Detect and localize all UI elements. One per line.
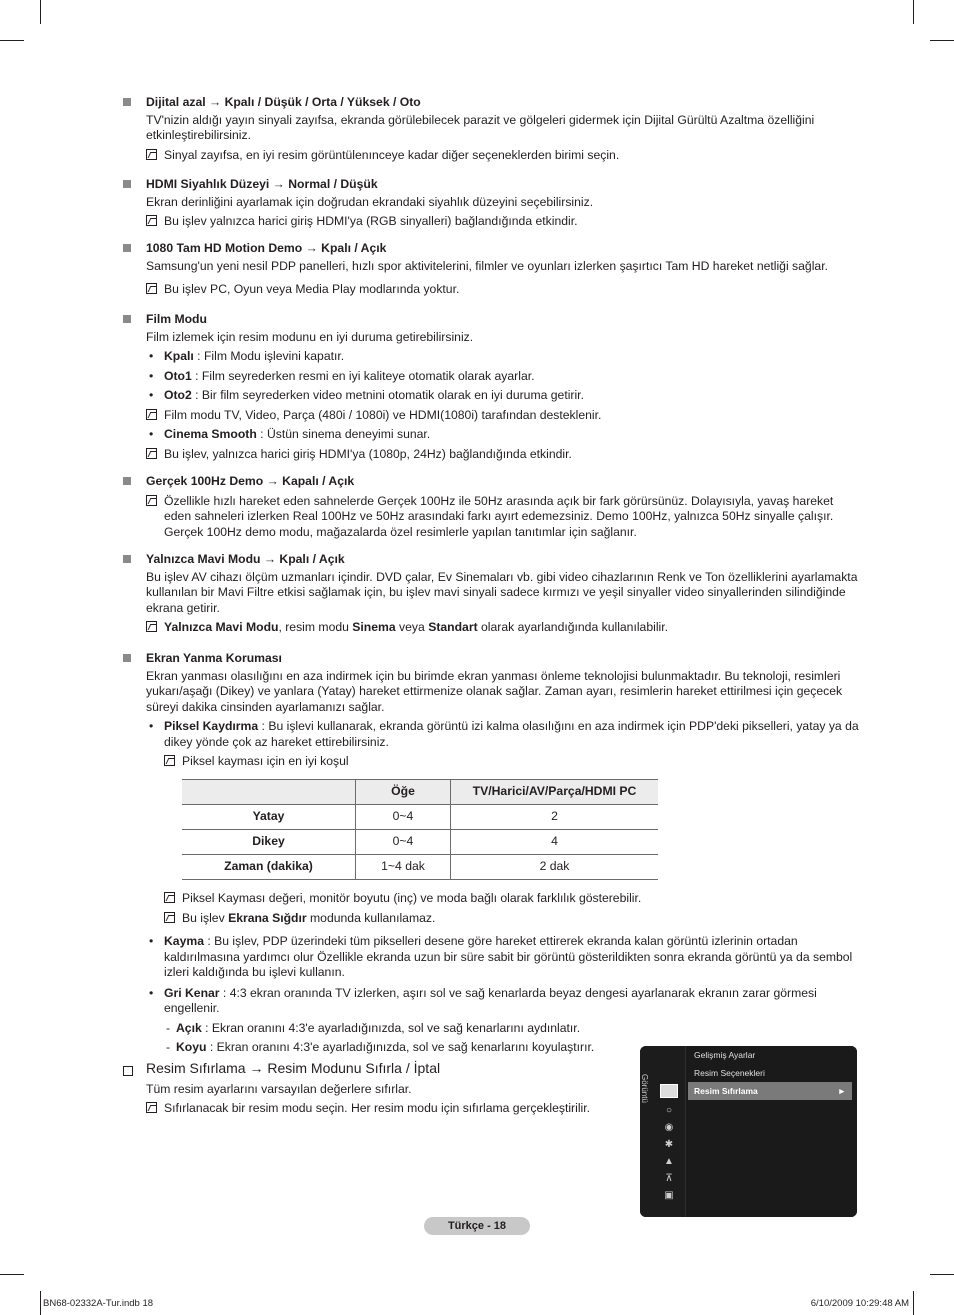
note: Piksel kayması için en iyi koşul — [164, 754, 863, 770]
checkbox-square-icon — [123, 1066, 133, 1076]
section-heading: Ekran Yanma Koruması — [146, 651, 282, 665]
square-bullet-icon — [123, 477, 131, 485]
note: Sıfırlanacak bir resim modu seçin. Her resim modu için sıfırlama gerçekleştirilir. — [146, 1101, 623, 1117]
note-icon — [146, 215, 157, 226]
tv-menu-side-label: Görüntü — [640, 1074, 649, 1103]
table-cell: 0~4 — [356, 830, 451, 855]
picture-icon — [660, 1084, 678, 1098]
section-text: Film izlemek için resim modunu en iyi duruma getirebilirsiniz. — [146, 329, 474, 344]
tv-menu-item[interactable]: Resim Seçenekleri — [694, 1068, 765, 1078]
page-number-badge: Türkçe - 18 — [424, 1217, 530, 1235]
crop-mark — [930, 40, 954, 41]
square-bullet-icon — [123, 244, 131, 252]
note-icon — [146, 149, 157, 160]
list-item: • Oto2 : Bir film seyrederken video metnini otomatik olarak en iyi duruma getirir. — [146, 388, 863, 404]
section-text: Samsung'un yeni nesil PDP panelleri, hızlı spor aktivitelerini, filmler ve oyunları izlerken şaşırtıcı Tam HD hareket netliği sağlar. — [146, 258, 828, 273]
note-icon — [146, 1102, 157, 1113]
section-heading: HDMI Siyahlık Düzeyi → Normal / Düşük — [146, 177, 378, 191]
section-blue-only — [123, 552, 863, 636]
section-picture-reset — [123, 1061, 623, 1117]
note: Piksel Kayması değeri, monitör boyutu (inç) ve moda bağlı olarak farklılık gösterebilir. — [164, 891, 863, 907]
section-text: Ekran derinliğini ayarlamak için doğrudan ekrandaki siyahlık düzeyini seçebilirsiniz. — [146, 194, 594, 209]
section-burn-protection — [123, 651, 863, 770]
list-item: • Cinema Smooth : Üstün sinema deneyimi sunar. — [146, 427, 863, 443]
note: Bu işlev PC, Oyun veya Media Play modlarında yoktur. — [146, 282, 863, 298]
table-cell: 4 — [451, 830, 659, 855]
sub-list-item: - Koyu : Ekran oranını 4:3'e ayarladığınızda, sol ve sağ kenarlarını koyulaştırır. — [166, 1040, 863, 1056]
channel-icon: ◉ — [664, 1122, 674, 1133]
note-icon — [146, 621, 157, 632]
note: Özellikle hızlı hareket eden sahnelerde Gerçek 100Hz ile 50Hz arasında açık bir fark görürsünüz. Dolayısıyla, yavaş hareket eden sahneleri izlerken Real 100Hz ve 50Hz arasındaki farkı ayırt edemezsiniz. Demo 100Hz, yalnızca 50Hz sinyalle çalışır. Gerçek 100Hz demo modu, mağazalarda özel resimlerle yapılan tanıtımlar için sağlanır. — [146, 494, 863, 541]
section-motion-demo — [123, 241, 863, 298]
crop-mark — [913, 0, 914, 24]
square-bullet-icon — [123, 98, 131, 106]
footer-date: 6/10/2009 10:29:48 AM — [810, 1298, 909, 1309]
note: Film modu TV, Video, Parça (480i / 1080i) ve HDMI(1080i) tarafından desteklenir. — [146, 408, 863, 424]
section-heading: Dijital azal → Kpalı / Düşük / Orta / Yüksek / Oto — [146, 95, 421, 109]
note-icon — [164, 892, 175, 903]
list-item: • Kayma : Bu işlev, PDP üzerindeki tüm pikselleri desene göre hareket ettirerek ekranda kalan görüntü izlerinin ortadan kaldırılmasına yardımcı olur Özellikle ekranda uzun bir süre sabit bir görüntü gösterildikten sonra ekranda görüntü ya da sembol izleri kaldığında bu işlevi kullanın. — [146, 934, 863, 981]
tv-menu-sidebar — [640, 1046, 686, 1217]
note: Bu işlev yalnızca harici giriş HDMI'ya (RGB sinyalleri) bağlandığında etkindir. — [146, 214, 863, 230]
section-hdmi-black — [123, 177, 863, 230]
note: Yalnızca Mavi Modu, resim modu Sinema veya Standart olarak ayarlandığında kullanılabilir. — [146, 620, 863, 636]
note-icon — [146, 409, 157, 420]
crop-mark — [0, 40, 24, 41]
table-row — [182, 830, 658, 855]
crop-mark — [930, 1274, 954, 1275]
note-icon — [146, 495, 157, 506]
square-bullet-icon — [123, 654, 131, 662]
pixel-shift-table — [182, 779, 658, 880]
sound-icon: ○ — [665, 1105, 673, 1116]
table-cell: 1~4 dak — [356, 855, 451, 880]
crop-mark — [913, 1291, 914, 1315]
application-icon: ⊼ — [665, 1173, 673, 1184]
section-heading: 1080 Tam HD Motion Demo → Kpalı / Açık — [146, 241, 387, 255]
note: Bu işlev, yalnızca harici giriş HDMI'ya (1080p, 24Hz) bağlandığında etkindir. — [146, 447, 863, 463]
table-cell: 2 dak — [451, 855, 659, 880]
note-icon — [146, 283, 157, 294]
table-row-header: Zaman (dakika) — [182, 855, 356, 880]
section-text: TV'nizin aldığı yayın sinyali zayıfsa, ekranda görülebilecek parazit ve gölgeleri gidermek için Dijital Gürültü Azaltma özelliğini etkinleştirebilirsiniz. — [146, 112, 815, 142]
tv-menu-item-selected[interactable]: Resim Sıfırlama ► — [688, 1082, 852, 1100]
note-icon — [164, 912, 175, 923]
square-bullet-icon — [123, 180, 131, 188]
arrow-right-icon: ► — [837, 1086, 846, 1096]
table-row — [182, 855, 658, 880]
tv-menu-screenshot — [640, 1046, 857, 1217]
note-icon — [164, 755, 175, 766]
section-digital-noise — [123, 95, 863, 163]
sub-list-item: - Açık : Ekran oranını 4:3'e ayarladığınızda, sol ve sağ kenarlarını aydınlatır. — [166, 1021, 863, 1037]
table-row-header: Dikey — [182, 830, 356, 855]
tv-menu-list — [686, 1046, 857, 1217]
table-header-cell: Öğe — [356, 780, 451, 805]
input-icon: ▲ — [664, 1156, 674, 1167]
footer-file: BN68-02332A-Tur.indb 18 — [43, 1298, 154, 1309]
list-item: • Gri Kenar : 4:3 ekran oranında TV izlerken, aşırı sol ve sağ kenarlarda beyaz dengesi ayarlanarak ekranın zarar görmesi engellenir. — [146, 986, 863, 1017]
table-cell: 0~4 — [356, 805, 451, 830]
list-item: • Kpalı : Film Modu işlevini kapatır. — [146, 349, 863, 365]
table-header-cell — [182, 780, 356, 805]
square-bullet-icon — [123, 555, 131, 563]
support-icon: ▣ — [664, 1190, 674, 1201]
note-icon — [146, 448, 157, 459]
section-heading: Film Modu — [146, 312, 207, 326]
tv-menu-item[interactable]: Gelişmiş Ayarlar — [694, 1050, 756, 1060]
section-100hz-demo — [123, 474, 863, 540]
section-text: Tüm resim ayarlarını varsayılan değerlere sıfırlar. — [146, 1081, 412, 1096]
section-heading: Gerçek 100Hz Demo → Kapalı / Açık — [146, 474, 355, 488]
crop-mark — [40, 1291, 41, 1315]
table-cell: 2 — [451, 805, 659, 830]
list-item: • Oto1 : Film seyrederken resmi en iyi kaliteye otomatik olarak ayarlar. — [146, 369, 863, 385]
section-text: Bu işlev AV cihazı ölçüm uzmanları içindir. DVD çalar, Ev Sinemaları vb. gibi video cihazlarının Renk ve Ton özelliklerini ayarlamakta kullanılan bir Mavi Filtre etkisi sağlamak için, bu işlev mavi sinyali sadece kırmızı ve yeşil sinyaller video sinyallerinden silindiğinde ekrana getirir. — [146, 569, 858, 615]
crop-mark — [40, 0, 41, 24]
table-row-header: Yatay — [182, 805, 356, 830]
table-row — [182, 805, 658, 830]
square-bullet-icon — [123, 315, 131, 323]
section-text: Ekran yanması olasılığını en aza indirmek için bu birimde ekran yanması önleme teknolojisi bulunmaktadır. Bu teknoloji, resimleri yukarı/aşağı (Dikey) ve yanlara (Yatay) hareket ettirmenize olanak sağlar. Zaman ayarı, resimlerin hareket ettirilmesi için geçecek süreyi dakika cinsinden ayarlamanızı sağlar. — [146, 668, 843, 714]
note: Bu işlev Ekrana Sığdır modunda kullanılamaz. — [164, 911, 863, 927]
table-header-row — [182, 780, 658, 805]
section-film-mode — [123, 312, 863, 462]
list-item: • Piksel Kaydırma : Bu işlevi kullanarak, ekranda görüntü izi kalma olasılığını en aza indirmek için PDP'deki pikselleri, yatay ya da dikey yönde çok az hareket ettirebilirsiniz. — [146, 719, 863, 750]
section-heading: Resim Sıfırlama → Resim Modunu Sıfırla / İptal — [146, 1060, 441, 1076]
setup-icon: ✱ — [664, 1139, 674, 1150]
table-header-cell: TV/Harici/AV/Parça/HDMI PC — [451, 780, 659, 805]
section-heading: Yalnızca Mavi Modu → Kpalı / Açık — [146, 552, 345, 566]
note: Sinyal zayıfsa, en iyi resim görüntülenınceye kadar diğer seçeneklerden birimi seçin. — [146, 148, 863, 164]
section-burn-protection-cont — [123, 887, 863, 1056]
crop-mark — [0, 1274, 24, 1275]
